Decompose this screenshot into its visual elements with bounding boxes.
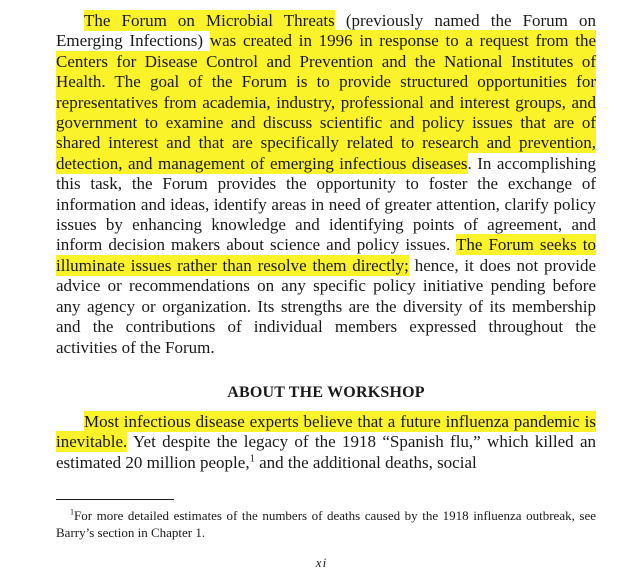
text-forum-strengths: hence, it does not provide advice or recommendations on any specific policy initiative pending before any agency or organization. Its strengths are the diversity of its membership and the contributions of individual members expressed throughout the activities of the Forum. — [56, 255, 596, 357]
footnote-divider — [56, 499, 174, 500]
text-spanish-flu: Yet despite the legacy of the 1918 “Spanish flu,” which killed an estimated 20 million people, — [56, 432, 596, 472]
paragraph-workshop — [56, 412, 596, 473]
highlight-forum-goal: was created in 1996 in response to a request from the Centers for Disease Control and Prevention and the National Institutes of Health. The goal of the Forum is to provide structured opportunities for representatives from academia, industry, professional and interest groups, and government to examine and discuss scientific and policy issues that are of shared interest and that are specifically related to research and prevention, detection, and management of emerging infectious diseases — [56, 31, 597, 173]
document-page — [56, 11, 596, 541]
footnote — [56, 507, 596, 541]
highlight-forum-name: The Forum on Microbial Threats — [84, 11, 335, 30]
text-additional-deaths: and the additional deaths, social — [254, 452, 477, 472]
paragraph-forum-description — [56, 11, 596, 358]
page-number: xi — [315, 555, 328, 570]
section-heading: ABOUT THE WORKSHOP — [227, 383, 425, 401]
text-forum-task: . In accomplishing this task, the Forum provides the opportunity to foster the exchange of information and ideas, identify areas in need of greater attention, clarify policy issues by enhancing knowledge and identifying points of agreement, and inform decision makers about science and policy issues. — [56, 153, 596, 255]
footnote-marker: 1 — [70, 507, 75, 517]
text-previous-name: (previously named the Forum on Emerging Infections) — [56, 11, 596, 51]
footnote-reference: 1 — [249, 453, 255, 465]
highlight-forum-illuminate: The Forum seeks to illuminate issues rather than resolve them directly; — [56, 235, 596, 275]
highlight-pandemic-inevitable: Most infectious disease experts believe that a future influenza pandemic is inevitable. — [56, 411, 596, 452]
footnote-text: For more detailed estimates of the numbers of deaths caused by the 1918 influenza outbreak, see Barry’s section in Chapter 1. — [56, 508, 596, 541]
